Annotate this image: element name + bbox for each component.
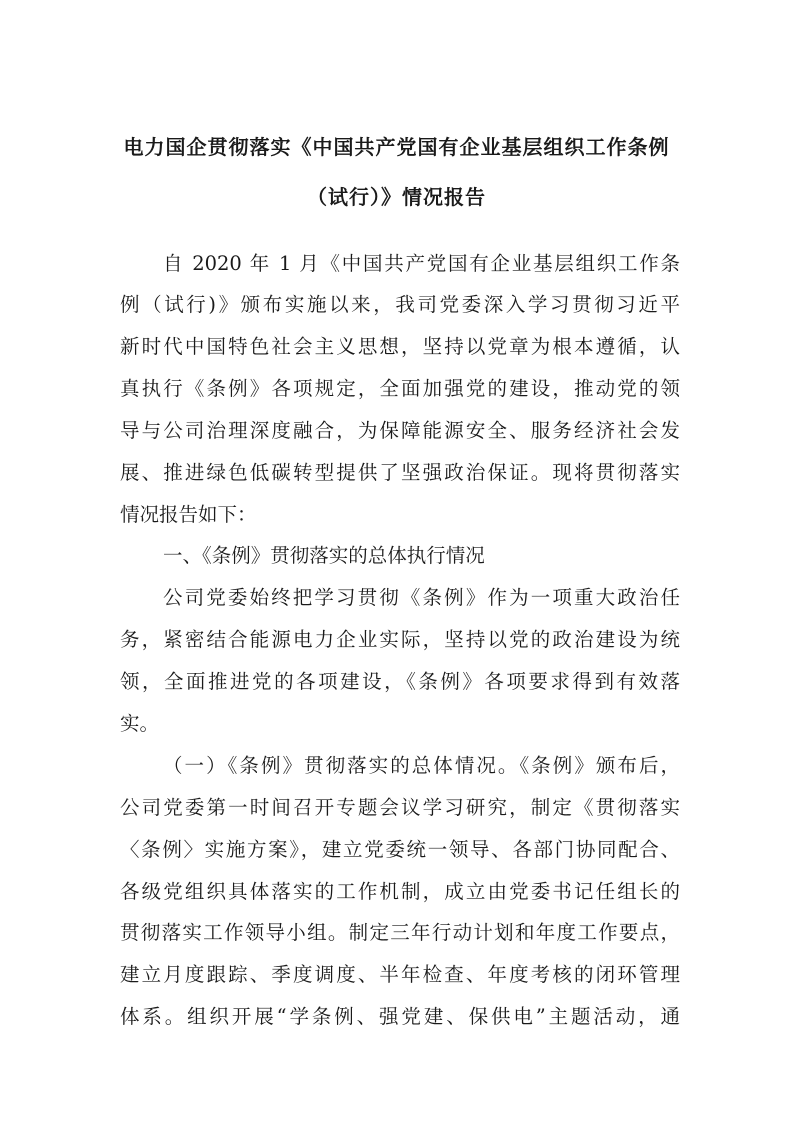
paragraph-line: 建立月度跟踪、季度调度、半年检查、年度考核的闭环管理 xyxy=(120,963,680,986)
paragraph-line: 公司党委第一时间召开专题会议学习研究，制定《贯彻落实 xyxy=(120,796,680,819)
paragraph-line: （一）《条例》贯彻落实的总体情况。《条例》颁布后， xyxy=(163,754,680,777)
paragraph-line: 体系。组织开展“学条例、强党建、保供电”主题活动，通 xyxy=(120,1005,680,1028)
paragraph-line: 务，紧密结合能源电力企业实际，坚持以党的政治建设为统 xyxy=(120,628,680,651)
paragraph-line: 〈条例〉实施方案》，建立党委统一领导、各部门协同配合、 xyxy=(120,838,680,861)
section-heading: 一、《条例》贯彻落实的总体执行情况 xyxy=(163,544,485,567)
paragraph-line: 导与公司治理深度融合，为保障能源安全、服务经济社会发 xyxy=(120,419,680,442)
paragraph-line: 新时代中国特色社会主义思想，坚持以党章为根本遵循，认 xyxy=(120,335,680,358)
paragraph-line: 展、推进绿色低碳转型提供了坚强政治保证。现将贯彻落实 xyxy=(120,461,680,484)
paragraph-line: 领，全面推进党的各项建设，《条例》各项要求得到有效落 xyxy=(120,670,680,693)
paragraph-line: 各级党组织具体落实的工作机制，成立由党委书记任组长的 xyxy=(120,880,680,903)
paragraph-line: 情况报告如下： xyxy=(120,503,257,526)
paragraph-line: 公司党委始终把学习贯彻《条例》作为一项重大政治任 xyxy=(163,586,680,609)
paragraph-line: 自 2020 年 1 月《中国共产党国有企业基层组织工作条 xyxy=(163,252,680,275)
document-title-line-1: 电力国企贯彻落实《中国共产党国有企业基层组织工作条例 xyxy=(123,135,670,159)
paragraph-line: 真执行《条例》各项规定，全面加强党的建设，推动党的领 xyxy=(120,377,680,400)
paragraph-line: 例（试行)》颁布实施以来，我司党委深入学习贯彻习近平 xyxy=(120,293,680,316)
paragraph-line: 贯彻落实工作领导小组。制定三年行动计划和年度工作要点， xyxy=(120,921,680,944)
paragraph-line: 实。 xyxy=(120,712,160,735)
document-title-line-2: （试行）》情况报告 xyxy=(307,185,486,209)
